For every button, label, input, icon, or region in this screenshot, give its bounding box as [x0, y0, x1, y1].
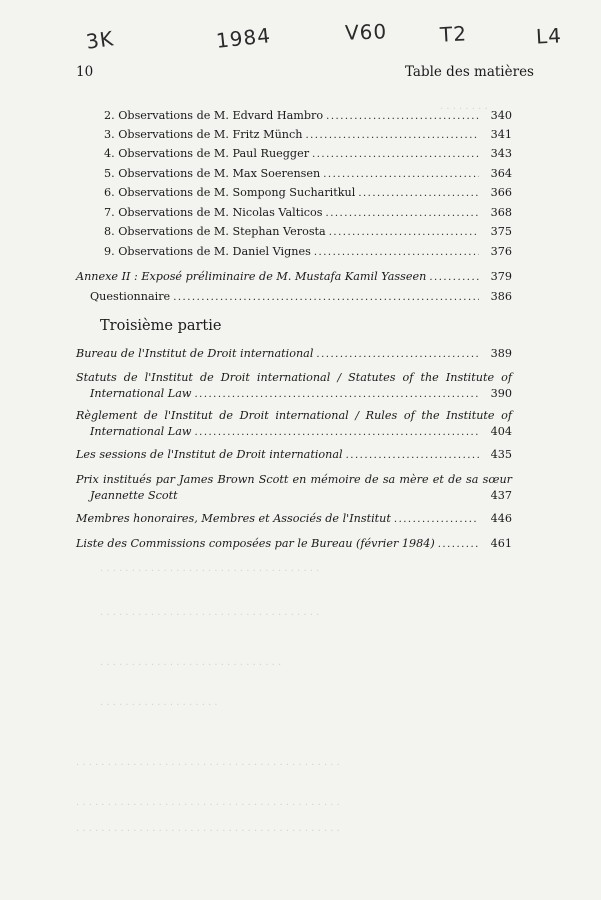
toc-entry-annexe[interactable] [76, 269, 512, 285]
toc-entry[interactable] [76, 166, 512, 182]
toc-entry-label: 2. Observations de M. Edvard Hambro [104, 109, 324, 122]
toc-entry-prix[interactable] [76, 472, 512, 504]
toc-entry-statuts[interactable] [76, 370, 512, 402]
running-title: Table des matières [404, 64, 534, 80]
toc-entry[interactable] [76, 205, 512, 221]
toc-entry-label: Bureau de l'Institut de Droit international [76, 347, 314, 360]
handwritten-note: V60 [344, 19, 388, 45]
handwritten-annotations [0, 14, 601, 54]
handwritten-note: L4 [535, 23, 563, 49]
toc-entry-label: Membres honoraires, Membres et Associés de l'Institut [76, 512, 391, 525]
toc-entry[interactable] [76, 127, 512, 143]
toc-entry-label: 4. Observations de M. Paul Ruegger [104, 147, 310, 160]
toc-entry-label: Questionnaire [90, 290, 171, 303]
toc-entry-label: 9. Observations de M. Daniel Vignes [104, 245, 311, 258]
bleed-through: · · · · · · · · · · · · · · · · · · · · · · · · · · · · · · · · · · · · · · · · · · [76, 800, 340, 811]
toc-entry-liste[interactable] [76, 536, 512, 552]
handwritten-note: 3K [84, 26, 116, 54]
toc-page-number: 368 [490, 206, 512, 219]
toc-page-number: 461 [490, 537, 512, 550]
toc-page-number: 364 [490, 167, 512, 180]
bleed-through: · · · · · · · · · · · · · · · · · · · [100, 700, 218, 711]
toc-page-number: 366 [490, 186, 512, 199]
handwritten-note: T2 [439, 21, 468, 47]
toc-entry-label: Annexe II : Exposé préliminaire de M. Mustafa Kamil Yasseen [76, 270, 427, 283]
toc-entry-label: Liste des Commissions composées par le Bureau (février 1984) [76, 537, 435, 550]
toc-entry-label-continued: International Law [90, 425, 192, 438]
toc-page-number: 390 [490, 387, 512, 400]
bleed-through: · · · · · · · · · · · · · · · · · · · · · · · · · · · · · · · · · · · [100, 610, 320, 621]
toc-entry[interactable] [76, 244, 512, 260]
toc-entry-sessions[interactable] [76, 447, 512, 463]
bleed-through: · · · · · · · · [440, 104, 488, 115]
toc-page-number: 340 [490, 109, 512, 122]
toc-entry[interactable] [76, 146, 512, 162]
toc-entry-label-continued: Jeannette Scott [90, 489, 178, 502]
bleed-through: · · · · · · · · · · · · · · · · · · · · · · · · · · · · · [100, 660, 282, 671]
toc-page-number: 446 [490, 512, 512, 525]
toc-page-number: 376 [490, 245, 512, 258]
toc-page-number: 435 [490, 448, 512, 461]
toc-entry[interactable] [76, 108, 512, 124]
toc-page-number: 379 [490, 270, 512, 283]
bleed-through: · · · · · · · · · · · · · · · · · · · · · · · · · · · · · · · · · · · · · · · · · · [76, 826, 340, 837]
toc-entry-label: Statuts de l'Institut de Droit international / Statutes of the Institute of [76, 371, 512, 384]
handwritten-note: 1984 [214, 23, 273, 53]
page-number: 10 [76, 64, 94, 80]
toc-entry-label: 5. Observations de M. Max Soerensen [104, 167, 321, 180]
toc-entry-label: 3. Observations de M. Fritz Münch [104, 128, 303, 141]
toc-page-number: 437 [490, 489, 512, 502]
page-header [76, 64, 534, 80]
toc-entry-label: 7. Observations de M. Nicolas Valticos [104, 206, 323, 219]
bleed-through: · · · · · · · · · · · · · · · · · · · · · · · · · · · · · · · · · · · · · · · · · · [76, 760, 340, 771]
toc-entry-label: 6. Observations de M. Sompong Sucharitkul [104, 186, 356, 199]
toc-entry-bureau[interactable] [76, 346, 512, 362]
toc-page-number: 386 [490, 290, 512, 303]
toc-entry[interactable] [76, 185, 512, 201]
toc-entry[interactable] [76, 224, 512, 240]
toc-entry-label-continued: International Law [90, 387, 192, 400]
toc-entry-label: 8. Observations de M. Stephan Verosta [104, 225, 326, 238]
toc-page-number: 404 [490, 425, 512, 438]
bleed-through: · · · · · · · · · · · · · · · · · · · · · · · · · · · · · · · · · · · [100, 566, 320, 577]
toc-page-number: 341 [490, 128, 512, 141]
toc-page-number: 389 [490, 347, 512, 360]
section-title: Troisième partie [100, 318, 222, 334]
toc-page-number: 343 [490, 147, 512, 160]
toc-entry-label: Règlement de l'Institut de Droit international / Rules of the Institute of [76, 409, 512, 422]
toc-entry-reglement[interactable] [76, 408, 512, 440]
toc-entry-questionnaire[interactable] [76, 289, 512, 305]
toc-page-number: 375 [490, 225, 512, 238]
toc-entry-membres[interactable] [76, 511, 512, 527]
toc-entry-label: Les sessions de l'Institut de Droit international [76, 448, 343, 461]
toc-entry-label: Prix institués par James Brown Scott en mémoire de sa mère et de sa sœur [76, 473, 512, 486]
